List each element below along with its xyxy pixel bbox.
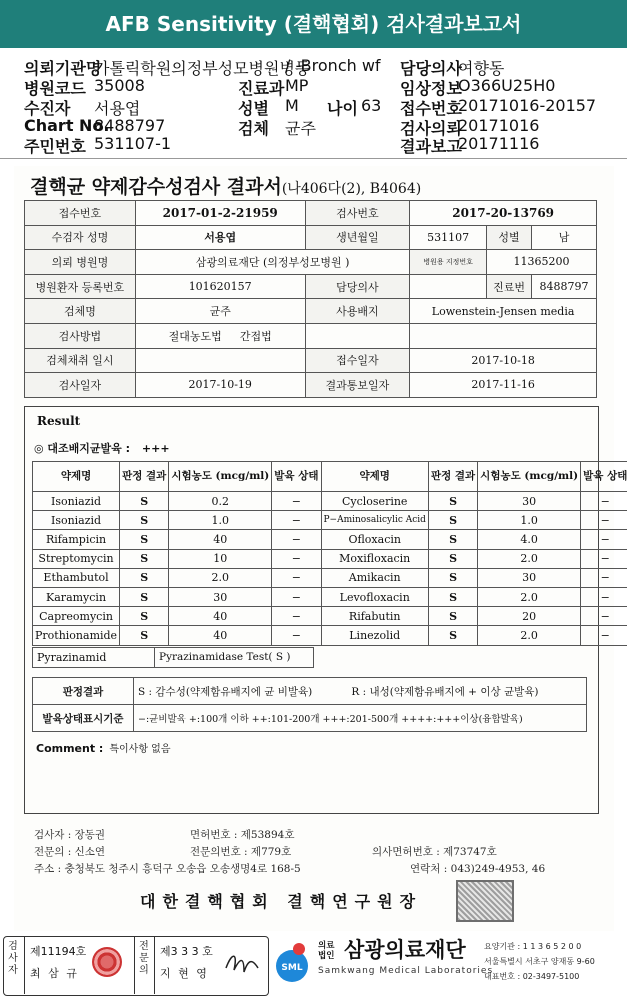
left-drug-growth: − [272, 530, 321, 549]
doctor-cell [410, 274, 487, 299]
reg-no: 101620157 [135, 274, 305, 299]
logo-text: SML [281, 963, 303, 973]
brand-name: 삼광의료재단 [344, 938, 466, 962]
sex-label: 성별 [238, 99, 269, 118]
sig-divider-2 [134, 936, 135, 994]
ward-value: / -Bronch wf [285, 56, 381, 75]
left-drug-conc: 40 [169, 530, 272, 549]
control-growth-label: ◎ 대조배지균발육 : [34, 442, 131, 455]
judgement-table [32, 677, 587, 732]
col-judge-right: 판정 결과 [428, 462, 477, 492]
doctor-label-cell: 담당의사 [305, 274, 410, 299]
header-divider [0, 158, 627, 159]
left-drug-growth: − [272, 607, 321, 626]
right-drug-growth: − [581, 492, 627, 511]
method-blank-1 [305, 323, 410, 348]
method-absolute: 절대농도법 [168, 329, 222, 343]
receipt-date: 2017-10-18 [410, 348, 597, 373]
patient-name: 서용엽 [135, 225, 305, 250]
doctor-value: 여향동 [458, 59, 505, 78]
patient-info-table [24, 200, 597, 398]
notify-date: 2017-11-16 [410, 373, 597, 398]
right-drug-conc: 2.0 [478, 626, 581, 645]
left-drug-conc: 1.0 [169, 511, 272, 530]
collect-label: 검체채취 일시 [25, 348, 136, 373]
left-drug-result: S [120, 568, 169, 587]
col-growth-right: 발육 상태 [581, 462, 627, 492]
report-title-sub: (나406다(2), B4064) [281, 181, 422, 197]
dept-value: MP [285, 76, 309, 95]
right-drug-growth: − [581, 549, 627, 568]
sig-divider-1 [24, 936, 25, 994]
collect [135, 348, 305, 373]
specimen-label: 검체 [238, 119, 269, 138]
right-drug-name: Amikacin [321, 568, 428, 587]
right-drug-growth: − [581, 587, 627, 606]
doctor-license: 의사면허번호 : 제73747호 [372, 846, 497, 858]
col-conc-right: 시험농도 (mcg/ml) [478, 462, 581, 492]
specialist-name: 지 현 영 [160, 967, 209, 980]
method [135, 323, 305, 348]
chart-value: 8488797 [94, 116, 166, 135]
right-drug-result: S [428, 511, 477, 530]
report-label: 결과보고 [400, 137, 462, 156]
specimen-value: 균주 [285, 119, 316, 138]
code-value: 35008 [94, 76, 145, 95]
col-conc-left: 시험농도 (mcg/ml) [169, 462, 272, 492]
age-label: 나이 [327, 99, 358, 118]
hospital-code-label: 병원용 지정번호 [410, 250, 487, 275]
right-drug-result: S [428, 568, 477, 587]
right-drug-growth: − [581, 511, 627, 530]
table-row [33, 511, 627, 530]
left-drug-growth: − [272, 626, 321, 645]
address: 주소 : 충청북도 청주시 흥덕구 오송읍 오송생명4로 168-5 [34, 863, 301, 875]
judgement-r: R : 내성(약제함유배지에 + 이상 균발육) [351, 685, 539, 698]
rrn-label: 주민번호 [24, 137, 86, 156]
reg-label: 병원환자 등록번호 [25, 274, 136, 299]
table-row [33, 607, 627, 626]
receipt-label: 접수번호 [400, 99, 462, 118]
hospital-value: 가톨릭학원의정부성모병원병동 [94, 59, 311, 78]
left-drug-growth: − [272, 492, 321, 511]
comment-label: Comment : [36, 742, 104, 755]
specialist: 전문의 : 신소연 [34, 846, 106, 858]
right-drug-conc: 30 [478, 568, 581, 587]
name-label: 수검자 성명 [25, 225, 136, 250]
left-drug-name: Ethambutol [33, 568, 120, 587]
left-drug-result: S [120, 626, 169, 645]
left-drug-result: S [120, 549, 169, 568]
pyrazinamide-row [32, 647, 314, 668]
left-drug-conc: 30 [169, 587, 272, 606]
official-seal [456, 880, 514, 922]
left-drug-growth: − [272, 511, 321, 530]
pza-label: Pyrazinamid [33, 648, 155, 667]
receipt-date-label: 접수일자 [305, 348, 410, 373]
table-row [33, 587, 627, 606]
method-blank-2 [410, 323, 597, 348]
left-drug-growth: − [272, 587, 321, 606]
left-drug-name: Streptomycin [33, 549, 120, 568]
judgement-s: S : 감수성(약제함유배지에 균 비발육) [138, 685, 313, 698]
hospital-label: 의뢰기관명 [24, 59, 102, 78]
specialist-vertical-label: 전문의 [139, 941, 149, 976]
col-growth-left: 발육 상태 [272, 462, 321, 492]
left-drug-conc: 40 [169, 607, 272, 626]
tester-name: 최 삼 규 [30, 967, 79, 980]
col-drug-right: 약제명 [321, 462, 428, 492]
right-drug-growth: − [581, 530, 627, 549]
left-drug-result: S [120, 492, 169, 511]
growth-legend: −:균비발육 +:100개 이하 ++:101-200개 +++:201-500개 ++++:+++이상(융합발육) [134, 705, 587, 732]
method-label: 검사방법 [25, 323, 136, 348]
specialist-signature [222, 948, 262, 978]
left-drug-growth: − [272, 568, 321, 587]
exam-date-label: 검사일자 [25, 373, 136, 398]
exam-date: 2017-10-19 [135, 373, 305, 398]
col-drug-left: 약제명 [33, 462, 120, 492]
judgement-label: 판정결과 [33, 678, 134, 705]
exam-no-label: 검사번호 [305, 201, 410, 226]
code-label: 병원코드 [24, 79, 86, 98]
notify-label: 결과통보일자 [305, 373, 410, 398]
left-drug-name: Prothionamide [33, 626, 120, 645]
right-drug-growth: − [581, 607, 627, 626]
receipt-value: 20171016-20157 [458, 96, 597, 115]
left-drug-name: Isoniazid [33, 492, 120, 511]
left-drug-result: S [120, 607, 169, 626]
right-drug-name: P−Aminosalicylic Acid [321, 511, 428, 530]
receipt-no: 2017-01-2-21959 [135, 201, 305, 226]
susceptibility-table [32, 461, 627, 646]
exam-no: 2017-20-13769 [410, 201, 597, 226]
right-drug-result: S [428, 492, 477, 511]
age-value: 63 [361, 96, 382, 115]
contact-code: 요양기관 : 1 1 3 6 5 2 0 0 [484, 942, 582, 951]
col-judge-left: 판정 결과 [120, 462, 169, 492]
sex-label-cell: 성별 [487, 225, 532, 250]
specialist-no-bottom: 제3 3 3 호 [160, 945, 213, 958]
comment-value: 특이사항 없음 [109, 744, 171, 755]
right-drug-growth: − [581, 568, 627, 587]
right-drug-conc: 30 [478, 492, 581, 511]
right-drug-name: Cycloserine [321, 492, 428, 511]
sml-logo-icon [272, 940, 320, 988]
chart-label-cell: 진료번 [487, 274, 532, 299]
right-drug-conc: 4.0 [478, 530, 581, 549]
table-row [33, 492, 627, 511]
specimen-label-cell: 검체명 [25, 299, 136, 324]
right-drug-name: Ofloxacin [321, 530, 428, 549]
right-drug-result: S [428, 530, 477, 549]
receipt-no-label: 접수번호 [25, 201, 136, 226]
birth: 531107 [410, 225, 487, 250]
contact-phone: 대표번호 : 02-3497-5100 [484, 972, 580, 981]
table-row [33, 549, 627, 568]
comment [36, 740, 170, 755]
phone: 연락처 : 043)249-4953, 46 [410, 863, 546, 875]
control-growth-value: +++ [141, 442, 170, 455]
right-drug-conc: 2.0 [478, 549, 581, 568]
sig-divider-3 [154, 936, 155, 994]
right-drug-name: Moxifloxacin [321, 549, 428, 568]
doctor-label: 담당의사 [400, 59, 462, 78]
result-title: Result [37, 414, 81, 428]
birth-label: 생년월일 [305, 225, 410, 250]
left-drug-conc: 40 [169, 626, 272, 645]
left-drug-name: Karamycin [33, 587, 120, 606]
report-value: 20171116 [458, 134, 540, 153]
medium-label: 사용배지 [305, 299, 410, 324]
right-drug-result: S [428, 626, 477, 645]
left-drug-result: S [120, 511, 169, 530]
right-drug-result: S [428, 587, 477, 606]
right-drug-conc: 2.0 [478, 587, 581, 606]
tester-no: 제11194호 [30, 945, 87, 958]
left-drug-growth: − [272, 549, 321, 568]
specialist-no: 전문의번호 : 제779호 [190, 846, 292, 858]
hospital-code: 11365200 [487, 250, 597, 275]
growth-legend-label: 발육상태표시기준 [33, 705, 134, 732]
examinee-label: 수진자 [24, 99, 71, 118]
left-drug-conc: 0.2 [169, 492, 272, 511]
hospital-name: 삼광의료재단 (의정부성모병원 ) [135, 250, 409, 275]
institute-name: 대한결핵협회 결핵연구원장 [140, 892, 423, 911]
left-drug-result: S [120, 587, 169, 606]
tester-seal [92, 947, 122, 977]
request-value: 20171016 [458, 116, 540, 135]
hospital-label-cell: 의뢰 병원명 [25, 250, 136, 275]
control-growth [34, 440, 170, 456]
dept-label: 진료과 [238, 79, 285, 98]
clinical-value: O366U25H0 [458, 76, 556, 95]
chart-no: 8488797 [532, 274, 597, 299]
examinee-value: 서용엽 [94, 99, 141, 118]
report-title-main: 결핵균 약제감수성검사 결과서 [30, 176, 282, 198]
pza-value: Pyrazinamidase Test( S ) [159, 651, 291, 663]
contact-address: 서울특별시 서초구 양재동 9-60 [484, 957, 595, 966]
left-drug-name: Isoniazid [33, 511, 120, 530]
request-label: 검사의뢰 [400, 119, 462, 138]
brand-corp: 의료 법인 [318, 941, 335, 961]
right-drug-growth: − [581, 626, 627, 645]
clinical-label: 임상정보 [400, 79, 462, 98]
left-drug-result: S [120, 530, 169, 549]
brand-english: Samkwang Medical Laboratories [318, 966, 494, 976]
specimen-cell: 균주 [135, 299, 305, 324]
report-banner: AFB Sensitivity (결핵협회) 검사결과보고서 [0, 0, 627, 48]
right-drug-conc: 20 [478, 607, 581, 626]
right-drug-result: S [428, 549, 477, 568]
sex: 남 [532, 225, 597, 250]
tester-vertical-label: 검사자 [8, 941, 18, 976]
license: 면허번호 : 제53894호 [190, 829, 295, 841]
left-drug-name: Capreomycin [33, 607, 120, 626]
right-drug-conc: 1.0 [478, 511, 581, 530]
tester: 검사자 : 장동권 [34, 829, 106, 841]
method-indirect: 간접법 [239, 329, 272, 343]
table-row [33, 530, 627, 549]
chart-label: Chart No. [24, 116, 110, 135]
medium: Lowenstein-Jensen media [410, 299, 597, 324]
right-drug-result: S [428, 607, 477, 626]
rrn-value: 531107-1 [94, 134, 172, 153]
right-drug-name: Levofloxacin [321, 587, 428, 606]
table-row [33, 626, 627, 645]
left-drug-conc: 10 [169, 549, 272, 568]
table-row [33, 568, 627, 587]
sex-value: M [285, 96, 299, 115]
report-title [30, 172, 421, 199]
right-drug-name: Rifabutin [321, 607, 428, 626]
left-drug-conc: 2.0 [169, 568, 272, 587]
right-drug-name: Linezolid [321, 626, 428, 645]
left-drug-name: Rifampicin [33, 530, 120, 549]
judgement-criteria [134, 678, 587, 705]
